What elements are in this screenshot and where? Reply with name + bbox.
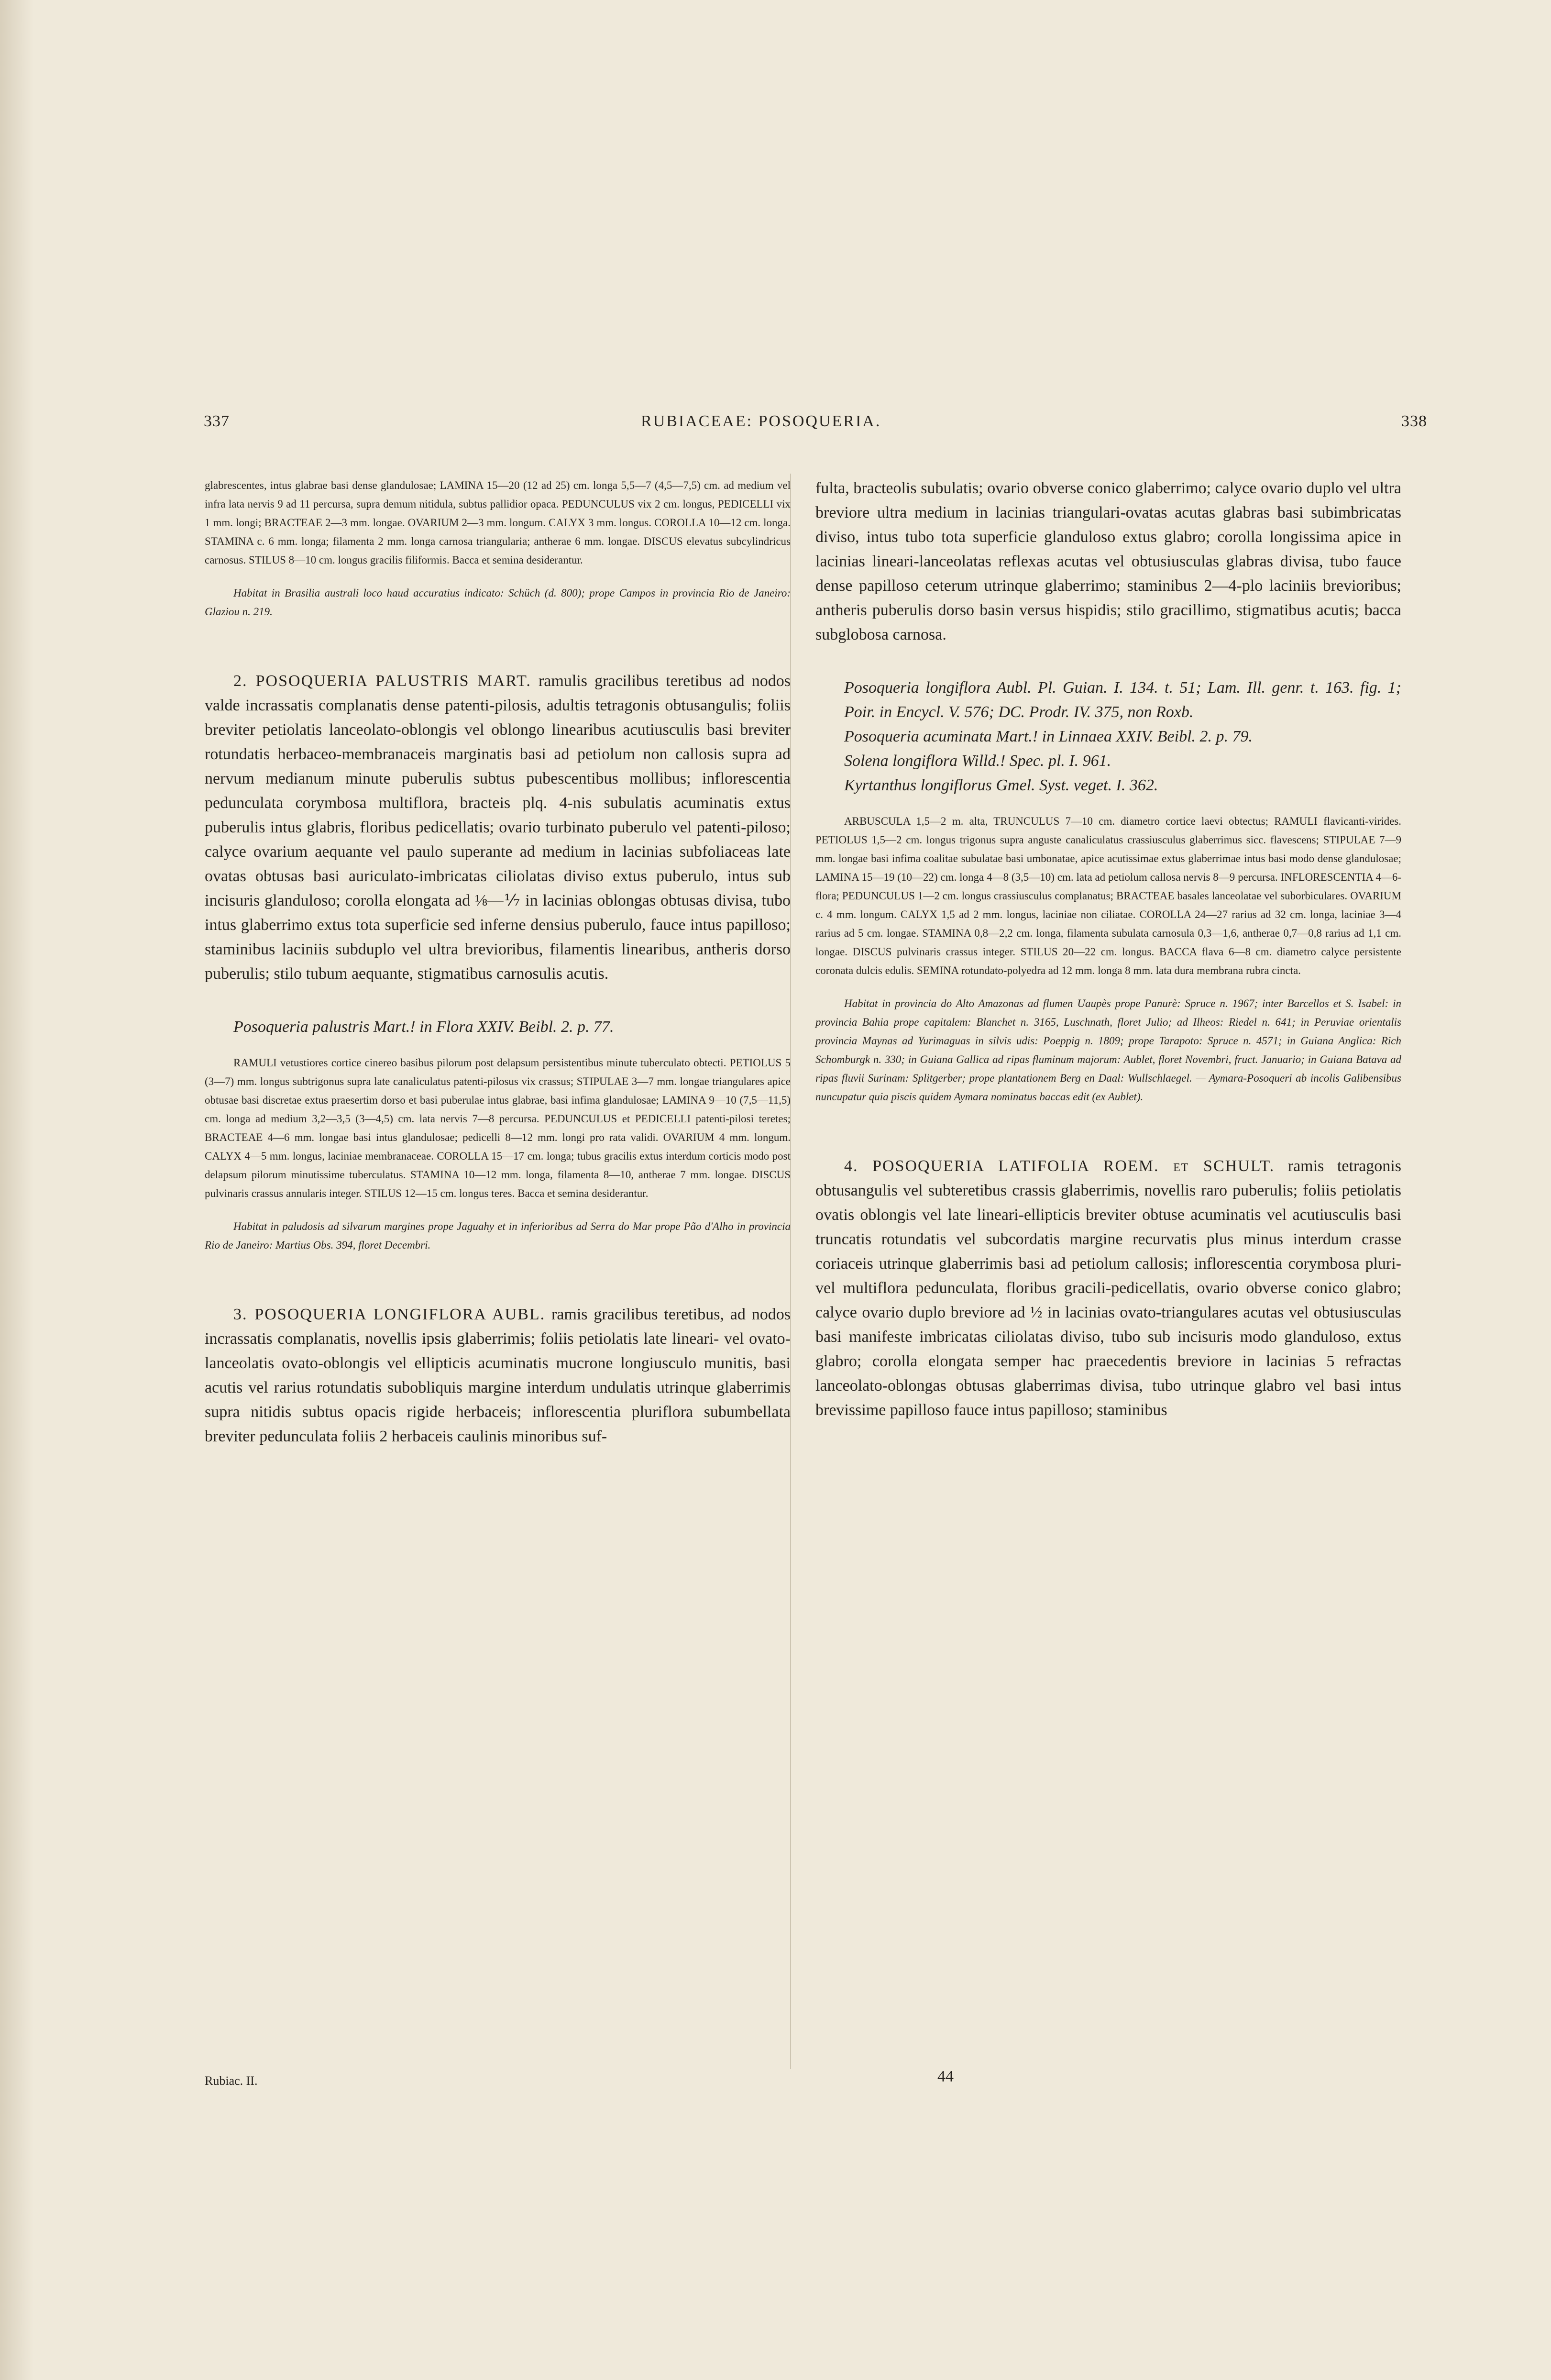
left-column	[205, 476, 791, 1449]
species3-diagnosis: ramis gracilibus teretibus, ad nodos incrassatis complanatis, novellis ipsis glaberrimis; foliis petiolatis late lineari- vel ovato-lanceolatis ovato-oblongis vel ellipticis acuminatis mucrone longiusculo munitis, basi acutis vel rarius rotundatis subobliquis margine interdum undulatis utrinque glaberrimis supra nitidis subtus opacis rigide herbaceis; inflorescentia pluriflora subumbellata breviter pedunculata foliis 2 herbaceis caulinis minoribus suf-	[205, 1306, 791, 1445]
species2-entry	[205, 669, 791, 986]
species4-diagnosis: ramis tetragonis obtusangulis vel subteretibus crassis glaberrimis, novellis raro puberulis; foliis petiolatis ovatis oblongis vel late lineari-ellipticis breviter obtuse acuminatis vel acutiusculis basi truncatis rotundatis vel subcordatis margine recurvatis plus minus interdum crasse coriaceis utrinque glaberrimis basi ad petiolum callosis; inflorescentia corymbosa pluri- vel multiflora pedunculata, floribus gracili-pedicellatis, ovario obverse conico glabro; calyce ovario duplo breviore ad ½ in lacinias ovato-triangulares acutas vel obtusiusculas basi manifeste imbricatas ciliolatas diviso, tubo sub incisuris modo glanduloso, extus glabro; corolla elongata semper hac praecedentis breviore in lacinias 5 refractas lanceolato-oblongas obtusas glaberrimas divisa, tubo utrinque glabro vel basi intus brevissime papilloso fauce intus papilloso; staminibus	[815, 1157, 1401, 1419]
species3-diagnosis-continued: fulta, bracteolis subulatis; ovario obverse conico glaberrimo; calyce ovario duplo vel ultra breviore ultra medium in lacinias triangulari-ovatas acutas glabras basi subimbricatas diviso, intus tubo tota superficie glanduloso extus glabro; corolla longissima apice in lacinias lineari-lanceolatas reflexas acutas vel obtusiusculas glabras divisa, tubo fauce dense papilloso ceterum utrinque glaberrimo; staminibus 2—4-plo laciniis brevioribus; antheris puberulis dorso basin versus hispidis; stilo gracillimo, stigmatibus acutis; bacca subglobosa carnosa.	[815, 479, 1401, 643]
left-page-number: 337	[204, 412, 230, 430]
synonym-3: Solena longiflora Willd.! Spec. pl. I. 961.	[844, 752, 1111, 770]
synonym-4: Kyrtanthus longiflorus Gmel. Syst. veget. I. 362.	[844, 776, 1158, 794]
synonym-1: Posoqueria longiflora Aubl. Pl. Guian. I. 134. t. 51; Lam. Ill. genr. t. 163. fig. 1; Poir. in Encycl. V. 576; DC. Prodr. IV. 375, non Roxb.	[844, 679, 1401, 721]
right-page-number: 338	[1401, 412, 1427, 430]
species2-synonym: Posoqueria palustris Mart.! in Flora XXIV. Beibl. 2. p. 77.	[233, 1018, 614, 1036]
species3-entry	[205, 1302, 791, 1449]
running-title: RUBIACEAE: POSOQUERIA.	[641, 412, 881, 430]
species1-habitat: Habitat in Brasilia australi loco haud accuratius indicato: Schüch (d. 800); prope Campos in provincia Rio de Janeiro: Glaziou n. 219.	[205, 587, 791, 618]
species1-description-end: glabrescentes, intus glabrae basi dense glandulosae; LAMINA 15—20 (12 ad 25) cm. longa 5,5—7 (4,5—7,5) cm. ad medium vel infra lata nervis 9 ad 11 percursa, supra demum nitidula, subtus pallidior opaca. PEDUNCULUS vix 2 cm. longus, PEDICELLI vix 1 mm. longi; BRACTEAE 2—3 mm. longae. OVARIUM 2—3 mm. longum. CALYX 3 mm. longus. COROLLA 10—12 cm. longa. STAMINA c. 6 mm. longa; filamenta 2 mm. longa carnosa triangularia; antherae 6 mm. longae. DISCUS elevatus subcylindricus carnosus. STILUS 8—10 cm. longus gracilis filiformis. Bacca et semina desiderantur.	[205, 479, 791, 566]
species2-title: 2. POSOQUERIA PALUSTRIS MART.	[233, 672, 531, 690]
right-column	[815, 476, 1401, 1422]
species3-title: 3. POSOQUERIA LONGIFLORA AUBL.	[233, 1306, 546, 1323]
species2-synonymy	[205, 1015, 791, 1039]
species3-habitat: Habitat in provincia do Alto Amazonas ad flumen Uaupès prope Panurè: Spruce n. 1967; inter Barcellos et S. Isabel: in provincia Bahia prope capitalem: Blanchet n. 3165, Luschnath, floret Julio; ad Ilheos: Riedel n. 641; in Peruviae orientalis provincia Maynas ad Yurimaguas in silvis udis: Poeppig n. 1809; prope Tarapoto: Spruce n. 4571; in Guiana Anglica: Rich Schomburgk n. 330; in Guiana Gallica ad ripas fluminum majorum: Aublet, floret Novembri, fruct. Januario; in Guiana Batava ad ripas fluvii Surinam: Splitgerber; prope plantationem Berg en Daal: Wullschlaegel. — Aymara-Posoqueri ab incolis Galibensibus nuncupatur quia piscis quidem Aymara nominatus baccas edit (ex Aublet).	[815, 997, 1401, 1103]
species3-description: ARBUSCULA 1,5—2 m. alta, TRUNCULUS 7—10 cm. diametro cortice laevi obtectus; RAMULI flavicanti-virides. PETIOLUS 1,5—2 cm. longus trigonus supra anguste canaliculatus crassiusculus glaberrimus sicc. flavescens; STIPULAE 7—9 mm. longae basi infima coalitae subulatae basi umbonatae, apice acutissimae extus glaberrimae intus basi modo dense glandulosae; LAMINA 15—19 (10—22) cm. longa 4—8 (3,5—10) cm. lata ad petiolum callosa nervis 8—9 percursa. INFLORESCENTIA 4—6-flora; PEDUNCULUS 1—2 cm. longus crassiusculus complanatus; BRACTEAE basales lanceolatae vel suborbiculares. OVARIUM c. 4 mm. longum. CALYX 1,5 ad 2 mm. longus, laciniae non ciliatae. COROLLA 24—27 rarius ad 32 cm. longa, laciniae 3—4 rarius ad 5 cm. longae. STAMINA 0,8—2,2 cm. longa, filamenta subulata carnosula 0,3—1,6, antherae 0,7—0,8 rarius ad 1,1 cm. longae. DISCUS pulvinaris crassus integer. STILUS 20—22 cm. longus. BACCA flava 6—8 cm. diametro calyce persistente coronata dulcis edulis. SEMINA rotundato-polyedra ad 12 mm. longa 8 mm. lata dura membrana rubra cincta.	[815, 815, 1401, 976]
species2-diagnosis: ramulis gracilibus teretibus ad nodos valde incrassatis complanatis dense patenti-pilosis, adultis tetragonis obtusangulis; foliis breviter petiolatis lanceolato-oblongis vel oblongo linearibus acutiusculis basi breviter rotundatis herbaceo-membranaceis marginatis basi ad petiolum non callosis supra ad nervum medianum minute puberulis subtus pubescentibus mollibus; inflorescentia pedunculata corymbosa multiflora, bracteis plq. 4-nis subulatis acuminatis extus puberulis intus glabris, floribus pedicellatis; ovario turbinato puberulo vel patenti-piloso; calyce ovarium aequante vel paulo superante ad medium in lacinias subfoliaceas late ovatas obtusas basi auriculato-imbricatas ciliolatas diviso extus puberulo, intus sub incisuris glanduloso; corolla elongata ad ⅛—⅐ in lacinias oblongas obtusas divisa, tubo intus glaberrimo extus tota superficie sed inferne densius puberulo, fauce intus papilloso; staminibus laciniis subduplo vel ultra brevioribus, filamentis linearibus, antheris dorso puberulis; stilo tubum aequante, stigmatibus carnosulis acutis.	[205, 672, 791, 983]
species2-habitat: Habitat in paludosis ad silvarum margines prope Jaguahy et in inferioribus ad Serra do Mar prope Pão d'Alho in provincia Rio de Janeiro: Martius Obs. 394, floret Decembri.	[205, 1220, 791, 1251]
footer-signature: Rubiac. II.	[205, 2074, 258, 2088]
species4-entry	[815, 1154, 1401, 1422]
species3-synonymy	[815, 675, 1401, 797]
species2-description: RAMULI vetustiores cortice cinereo basibus pilorum post delapsum persistentibus minute tuberculato obtecti. PETIOLUS 5 (3—7) mm. longus subtrigonus supra late canaliculatus patenti-pilosus vix crassus; STIPULAE 3—7 mm. longae triangulares apice obtusae basi discretae extus praesertim dorso et basi puberulae intus glabrae, basi infima glandulosae; LAMINA 9—10 (7,5—11,5) cm. longa ad medium 3,2—3,5 (3—4,5) cm. lata nervis 7—8 percursa. PEDUNCULUS et PEDICELLI patenti-pilosi teretes; BRACTEAE 4—6 mm. longae basi intus glandulosae; pedicelli 8—12 mm. longi pro rata validi. OVARIUM 4 mm. longum. CALYX 4—5 mm. longus, laciniae membranaceae. COROLLA 15—17 cm. longa; tubus gracilis extus interdum corticis modo post delapsum pilorum minutissime tuberculatus. STAMINA 10—12 mm. longa, filamenta 8—10, antherae 7 mm. longae. DISCUS pulvinaris crassus annularis integer. STILUS 12—15 cm. longus teres. Bacca et semina desiderantur.	[205, 1057, 791, 1199]
species4-title: 4. POSOQUERIA LATIFOLIA ROEM. et SCHULT.	[844, 1157, 1275, 1175]
synonym-2: Posoqueria acuminata Mart.! in Linnaea XXIV. Beibl. 2. p. 79.	[844, 728, 1253, 745]
sheet-number: 44	[937, 2068, 954, 2085]
